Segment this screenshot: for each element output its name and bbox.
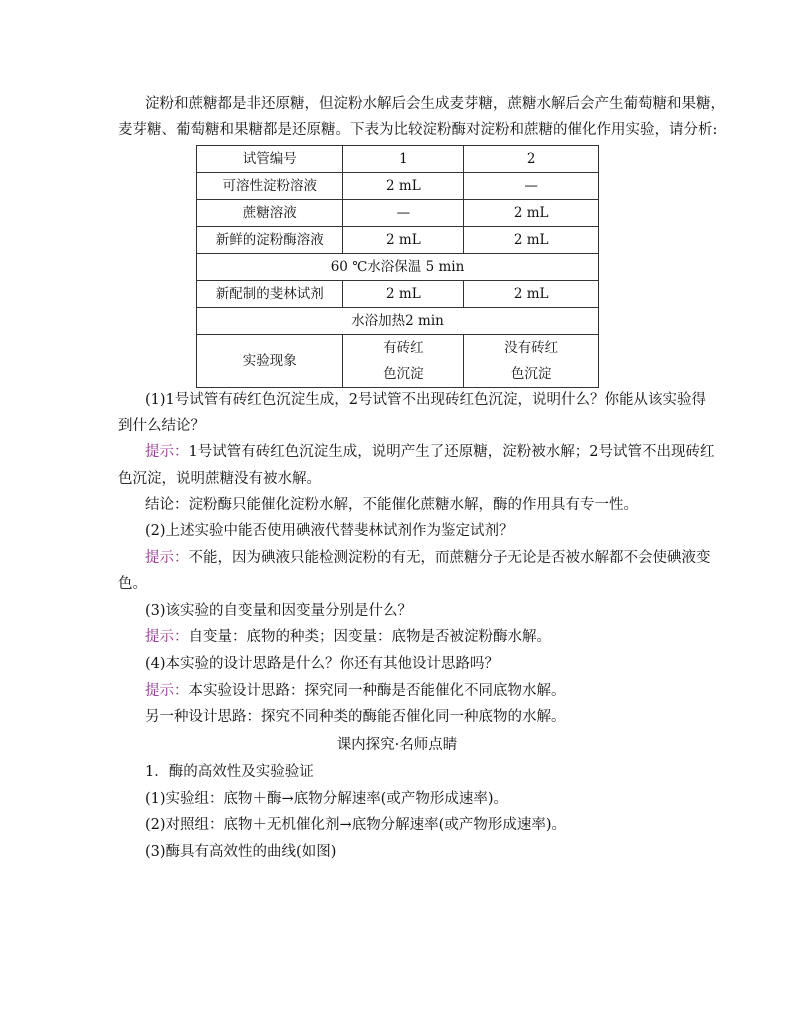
table-cell-result-1	[343, 335, 464, 388]
hint-label: 提示：	[145, 550, 189, 566]
q1-answer-text: 1号试管有砖红色沉淀生成，说明产生了还原糖，淀粉被水解；2号试管不出现砖红	[188, 444, 715, 460]
q1-conclusion: 结论：淀粉酶只能催化淀粉水解，不能催化蔗糖水解，酶的作用具有专一性。	[145, 497, 638, 513]
result-text: 色沉淀	[510, 366, 552, 382]
table-cell: 2 mL	[464, 227, 599, 254]
q2-line-1: (2)上述实验中能否使用碘液代替斐林试剂作为鉴定试剂？	[145, 523, 514, 539]
table-cell: 新配制的斐林试剂	[197, 281, 343, 308]
table-span-cell: 水浴加热2 min	[197, 308, 599, 335]
table-header-row	[197, 146, 599, 173]
table-row	[197, 227, 599, 254]
q1-line-2: 到什么结论？	[118, 418, 205, 434]
q4-line-1: (4)本实验的设计思路是什么？你还有其他设计思路吗？	[145, 656, 500, 672]
q3-answer	[145, 627, 551, 647]
table-cell: 新鲜的淀粉酶溶液	[197, 227, 343, 254]
q4-answer	[145, 681, 566, 701]
table-cell-result-2	[464, 335, 599, 388]
table-cell: 实验现象	[197, 335, 343, 388]
table-cell: 可溶性淀粉溶液	[197, 173, 343, 200]
experiment-table	[196, 145, 599, 388]
hint-label: 提示：	[145, 444, 189, 460]
q1-answer-line-2: 色沉淀，说明蔗糖没有被水解。	[118, 471, 321, 487]
table-row	[197, 254, 599, 281]
hint-label: 提示：	[145, 629, 189, 645]
table-cell: 2 mL	[343, 281, 464, 308]
section-title: 课内探究·名师点睛	[336, 737, 458, 753]
table-row-result	[197, 335, 599, 388]
hint-label: 提示：	[145, 683, 189, 699]
section-sub-2: (2)对照组：底物＋无机催化剂→底物分解速率(或产物形成速率)。	[145, 817, 567, 833]
result-text: 色沉淀	[383, 366, 424, 382]
table-cell: —	[343, 200, 464, 227]
q4-other-idea: 另一种设计思路：探究不同种类的酶能否催化同一种底物的水解。	[145, 709, 566, 725]
table-header-cell: 试管编号	[197, 146, 343, 173]
section-sub-3: (3)酶具有高效性的曲线(如图)	[145, 844, 337, 860]
table-header-cell: 1	[343, 146, 464, 173]
q2-answer-line-1	[145, 548, 711, 568]
intro-line-2: 麦芽糖、葡萄糖和果糖都是还原糖。下表为比较淀粉酶对淀粉和蔗糖的催化作用实验，请分析:	[118, 122, 718, 138]
table-cell: 蔗糖溶液	[197, 200, 343, 227]
q3-answer-text: 自变量：底物的种类；因变量：底物是否被淀粉酶水解。	[188, 629, 551, 645]
table-cell: 2 mL	[343, 173, 464, 200]
table-row	[197, 200, 599, 227]
table-row	[197, 173, 599, 200]
q2-answer-text: 不能，因为碘液只能检测淀粉的有无，而蔗糖分子无论是否被水解都不会使碘液变	[188, 550, 711, 566]
intro-line-1: 淀粉和蔗糖都是非还原糖，但淀粉水解后会生成麦芽糖，蔗糖水解后会产生葡萄糖和果糖，	[145, 96, 725, 112]
table-row	[197, 281, 599, 308]
q3-line-1: (3)该实验的自变量和因变量分别是什么？	[145, 603, 413, 619]
table-span-cell: 60 ℃水浴保温 5 min	[197, 254, 599, 281]
section-item-1: 1．酶的高效性及实验验证	[145, 764, 314, 780]
table-cell: 2 mL	[343, 227, 464, 254]
result-text: 没有砖红	[504, 340, 559, 356]
table-row	[197, 308, 599, 335]
table-cell: 2 mL	[464, 200, 599, 227]
result-text: 有砖红	[383, 340, 424, 356]
table-cell: —	[464, 173, 599, 200]
q1-answer-line-1	[145, 442, 714, 462]
table-header-cell: 2	[464, 146, 599, 173]
table-cell: 2 mL	[464, 281, 599, 308]
q4-answer-text: 本实验设计思路：探究同一种酶是否能催化不同底物水解。	[188, 683, 566, 699]
section-sub-1: (1)实验组：底物＋酶→底物分解速率(或产物形成速率)。	[145, 791, 509, 807]
q1-line-1: (1)1号试管有砖红色沉淀生成，2号试管不出现砖红色沉淀，说明什么？你能从该实验得	[145, 392, 706, 408]
q2-answer-line-2: 色。	[118, 576, 147, 592]
